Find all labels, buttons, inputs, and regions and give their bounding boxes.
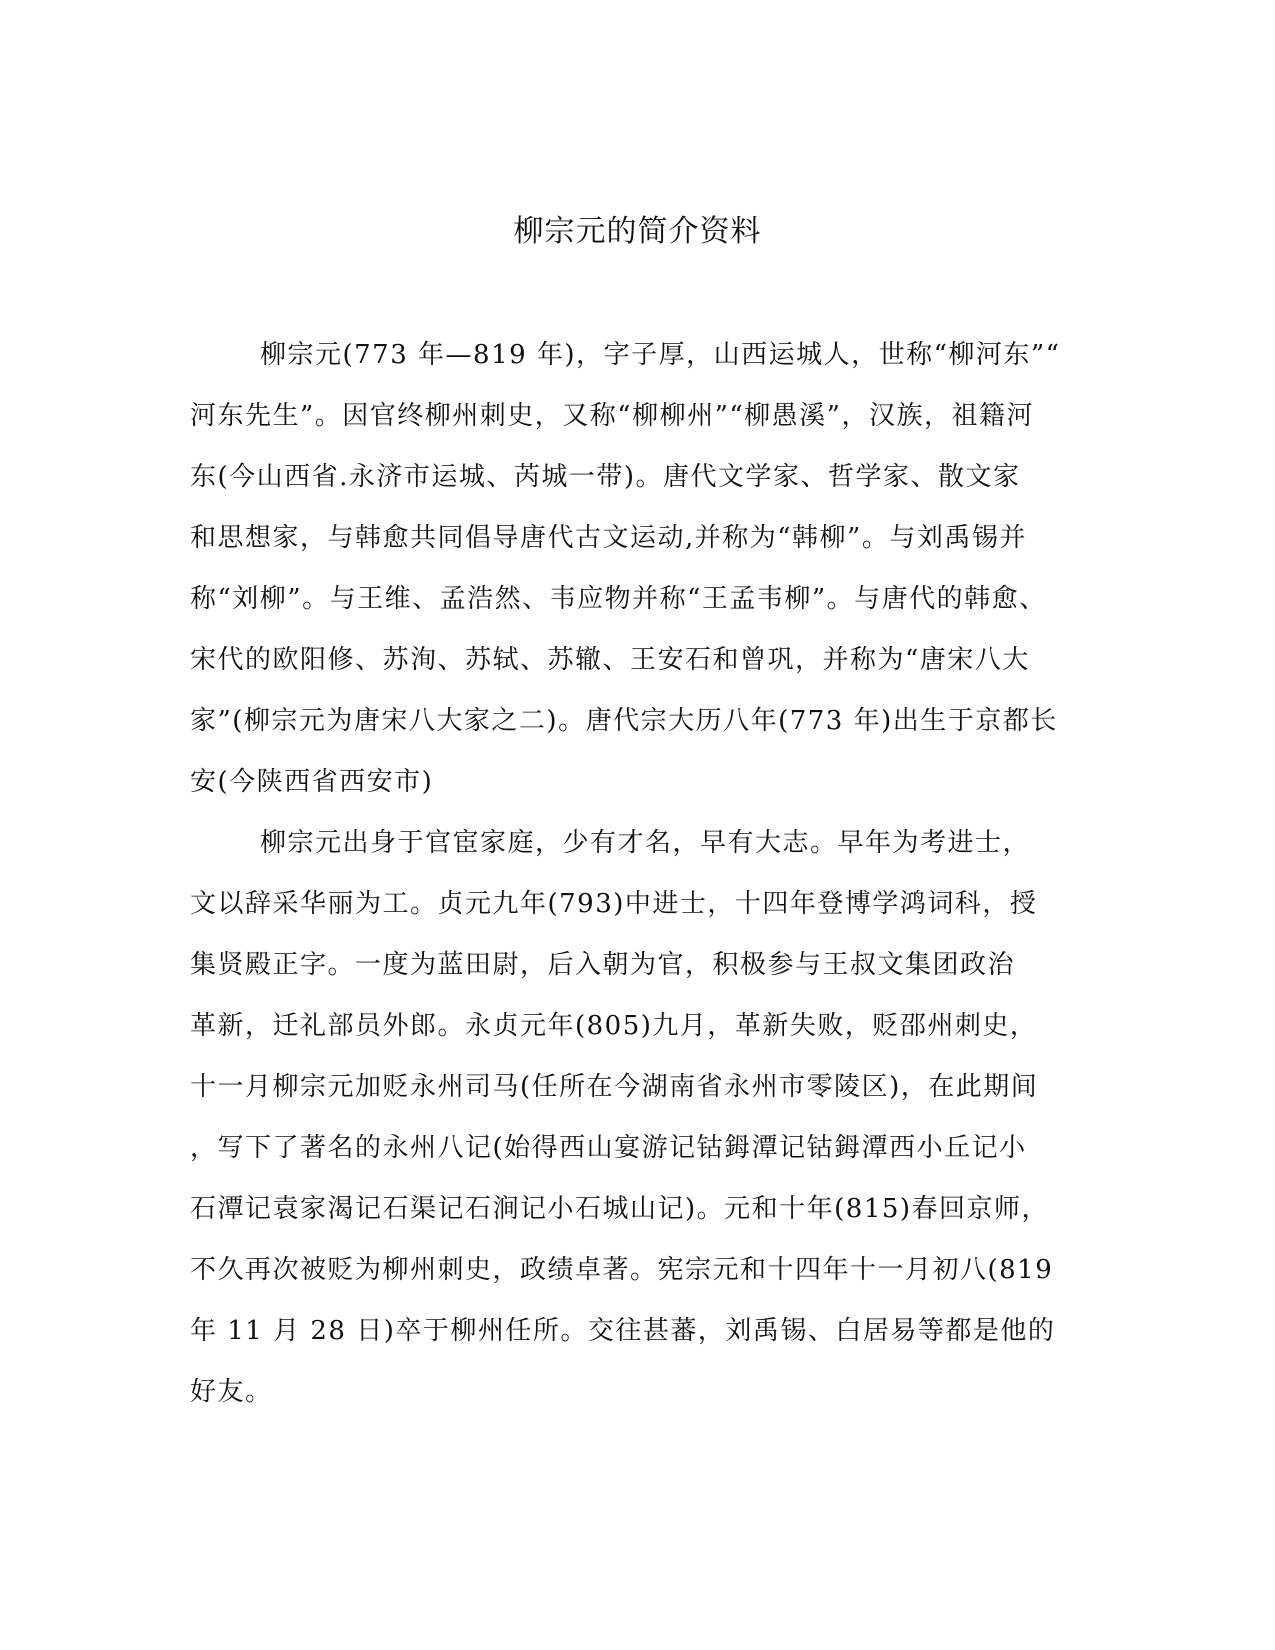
paragraph-line: 和思想家，与韩愈共同倡导唐代古文运动,并称为“韩柳”。与刘禹锡并 [190,523,1027,553]
paragraph-line: 柳宗元(773 年—819 年)，字子厚，山西运城人，世称“柳河东”“ [260,340,1061,370]
paragraph-line: 革新，迁礼部员外郎。永贞元年(805)九月，革新失败，贬邵州刺史， [190,1011,1038,1041]
paragraph-line: 文以辞采华丽为工。贞元九年(793)中进士，十四年登博学鸿词科，授 [190,889,1038,919]
paragraph-line: 集贤殿正字。一度为蓝田尉，后入朝为官，积极参与王叔文集团政治 [190,950,1016,980]
paragraph-2 [190,821,1090,1431]
paragraph-line: 好友。 [190,1377,273,1407]
paragraph-line: 十一月柳宗元加贬永州司马(任所在今湖南省永州市零陵区)，在此期间 [190,1072,1039,1102]
paragraph-line: 安(今陕西省西安市) [190,767,434,797]
paragraph-line: 年 11 月 28 日)卒于柳州任所。交往甚蕃，刘禹锡、白居易等都是他的 [190,1316,1056,1346]
paragraph-line: 河东先生”。因官终柳州刺史，又称“柳柳州”“柳愚溪”，汉族，祖籍河 [190,401,1034,431]
paragraph-line: 宋代的欧阳修、苏洵、苏轼、苏辙、王安石和曾巩，并称为“唐宋八大 [190,645,1030,675]
paragraph-line: 称“刘柳”。与王维、孟浩然、韦应物并称“王孟韦柳”。与唐代的韩愈、 [190,584,1047,614]
paragraph-line: 不久再次被贬为柳州刺史，政绩卓著。宪宗元和十四年十一月初八(819 [190,1255,1054,1285]
paragraph-line: 柳宗元出身于官宦家庭，少有才名，早有大志。早年为考进士， [260,828,1031,858]
paragraph-line: 东(今山西省.永济市运城、芮城一带)。唐代文学家、哲学家、散文家 [190,462,1021,492]
paragraph-line: 石潭记袁家渴记石渠记石涧记小石城山记)。元和十年(815)春回京师， [190,1194,1050,1224]
document-body [190,333,1090,1431]
paragraph-line: ，写下了著名的永州八记(始得西山宴游记钴鉧潭记钴鉧潭西小丘记小 [190,1133,1027,1163]
paragraph-line: 家”(柳宗元为唐宋八大家之二)。唐代宗大历八年(773 年)出生于京都长 [190,706,1058,736]
paragraph-1 [190,333,1090,821]
document-title: 柳宗元的简介资料 [513,214,762,249]
